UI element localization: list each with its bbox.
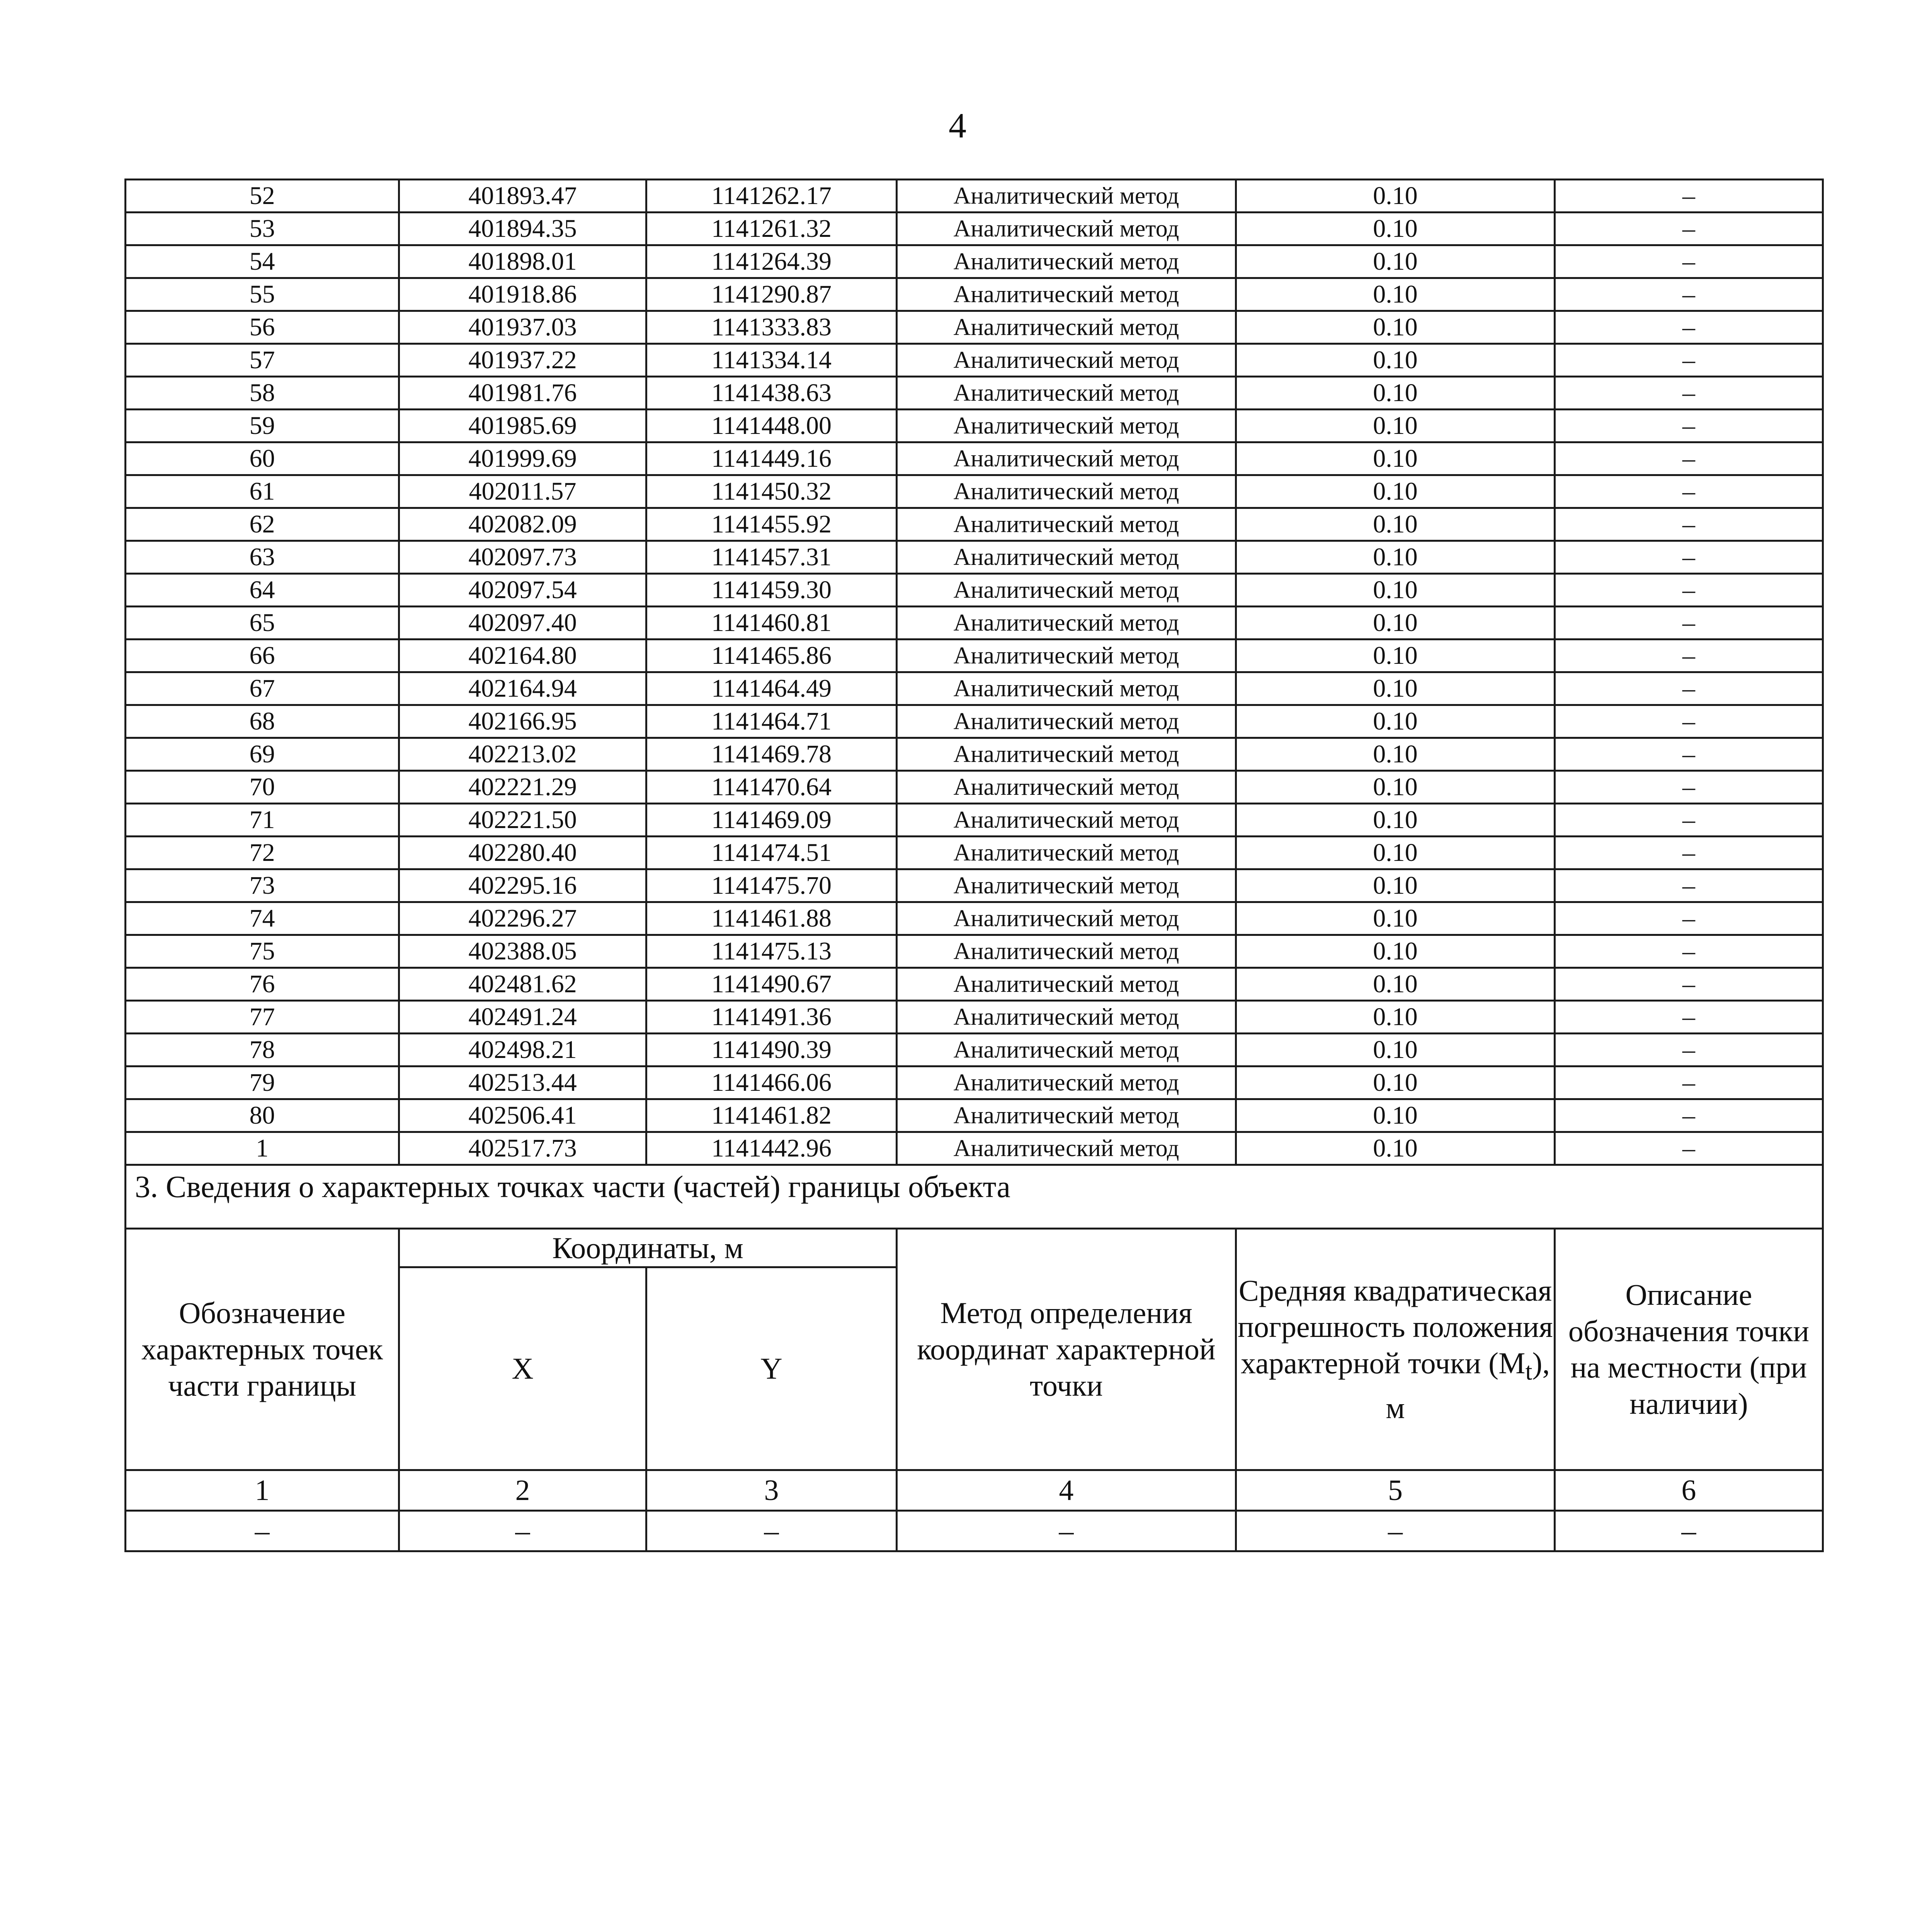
y-coordinate-cell: 1141461.88: [646, 902, 897, 935]
point-number-cell: 53: [126, 213, 399, 245]
column-number-2: 2: [399, 1470, 646, 1511]
table-row: [126, 344, 1823, 377]
y-coordinate-cell: 1141261.32: [646, 213, 897, 245]
error-cell: 0.10: [1236, 968, 1555, 1001]
x-coordinate-cell: 401937.22: [399, 344, 646, 377]
x-coordinate-cell: 402097.40: [399, 607, 646, 639]
table-row: [126, 935, 1823, 968]
table-row: [126, 180, 1823, 213]
error-cell: 0.10: [1236, 541, 1555, 574]
description-cell: –: [1555, 804, 1823, 837]
x-coordinate-cell: 401898.01: [399, 245, 646, 278]
x-coordinate-cell: 402097.73: [399, 541, 646, 574]
description-cell: –: [1555, 935, 1823, 968]
error-cell: 0.10: [1236, 902, 1555, 935]
method-cell: Аналитический метод: [897, 213, 1236, 245]
x-coordinate-cell: 401918.86: [399, 278, 646, 311]
table-row: [126, 738, 1823, 771]
method-cell: Аналитический метод: [897, 968, 1236, 1001]
error-cell: 0.10: [1236, 672, 1555, 705]
table-row: [126, 705, 1823, 738]
description-cell: –: [1555, 442, 1823, 475]
error-cell: 0.10: [1236, 410, 1555, 442]
point-number-cell: 60: [126, 442, 399, 475]
point-number-cell: 67: [126, 672, 399, 705]
header-x: X: [399, 1267, 646, 1470]
y-coordinate-cell: 1141464.49: [646, 672, 897, 705]
x-coordinate-cell: 402221.50: [399, 804, 646, 837]
column-number-5: 5: [1236, 1470, 1555, 1511]
description-cell: –: [1555, 705, 1823, 738]
method-cell: Аналитический метод: [897, 180, 1236, 213]
y-coordinate-cell: 1141262.17: [646, 180, 897, 213]
description-cell: –: [1555, 1066, 1823, 1099]
point-number-cell: 64: [126, 574, 399, 607]
error-cell: 0.10: [1236, 804, 1555, 837]
table-row: [126, 410, 1823, 442]
column-number-3: 3: [646, 1470, 897, 1511]
method-cell: Аналитический метод: [897, 672, 1236, 705]
point-number-cell: 56: [126, 311, 399, 344]
table-row: [126, 968, 1823, 1001]
x-coordinate-cell: 402082.09: [399, 508, 646, 541]
method-cell: Аналитический метод: [897, 344, 1236, 377]
method-cell: Аналитический метод: [897, 1099, 1236, 1132]
y-coordinate-cell: 1141290.87: [646, 278, 897, 311]
y-coordinate-cell: 1141464.71: [646, 705, 897, 738]
empty-cell: –: [646, 1511, 897, 1551]
point-number-cell: 1: [126, 1132, 399, 1165]
y-coordinate-cell: 1141466.06: [646, 1066, 897, 1099]
y-coordinate-cell: 1141460.81: [646, 607, 897, 639]
description-cell: –: [1555, 377, 1823, 410]
y-coordinate-cell: 1141470.64: [646, 771, 897, 804]
table-row: [126, 1034, 1823, 1066]
point-number-cell: 63: [126, 541, 399, 574]
point-number-cell: 58: [126, 377, 399, 410]
method-cell: Аналитический метод: [897, 705, 1236, 738]
empty-cell: –: [399, 1511, 646, 1551]
error-cell: 0.10: [1236, 508, 1555, 541]
x-coordinate-cell: 401893.47: [399, 180, 646, 213]
point-number-cell: 71: [126, 804, 399, 837]
header-coordinates-group: Координаты, м: [399, 1229, 897, 1267]
error-cell: 0.10: [1236, 574, 1555, 607]
y-coordinate-cell: 1141442.96: [646, 1132, 897, 1165]
header-description: Описание обозначения точки на местности (при наличии): [1555, 1229, 1823, 1470]
point-number-cell: 62: [126, 508, 399, 541]
y-coordinate-cell: 1141475.13: [646, 935, 897, 968]
point-number-cell: 57: [126, 344, 399, 377]
point-number-cell: 74: [126, 902, 399, 935]
table-row: [126, 672, 1823, 705]
table-row: [126, 213, 1823, 245]
y-coordinate-cell: 1141490.39: [646, 1034, 897, 1066]
y-coordinate-cell: 1141449.16: [646, 442, 897, 475]
error-cell: 0.10: [1236, 311, 1555, 344]
error-cell: 0.10: [1236, 180, 1555, 213]
error-cell: 0.10: [1236, 1066, 1555, 1099]
description-cell: –: [1555, 869, 1823, 902]
error-cell: 0.10: [1236, 1001, 1555, 1034]
point-number-cell: 59: [126, 410, 399, 442]
error-cell: 0.10: [1236, 344, 1555, 377]
description-cell: –: [1555, 311, 1823, 344]
method-cell: Аналитический метод: [897, 771, 1236, 804]
y-coordinate-cell: 1141455.92: [646, 508, 897, 541]
error-cell: 0.10: [1236, 442, 1555, 475]
x-coordinate-cell: 401894.35: [399, 213, 646, 245]
method-cell: Аналитический метод: [897, 837, 1236, 869]
y-coordinate-cell: 1141474.51: [646, 837, 897, 869]
description-cell: –: [1555, 213, 1823, 245]
header-error-prefix: Средняя квадратическая погрешность положения характерной точки (M: [1238, 1274, 1553, 1380]
header-error: [1236, 1229, 1555, 1470]
table-row: [126, 869, 1823, 902]
point-number-cell: 77: [126, 1001, 399, 1034]
header-method: Метод определения координат характерной точки: [897, 1229, 1236, 1470]
description-cell: –: [1555, 968, 1823, 1001]
point-number-cell: 54: [126, 245, 399, 278]
method-cell: Аналитический метод: [897, 738, 1236, 771]
method-cell: Аналитический метод: [897, 541, 1236, 574]
section-3-title-row: [126, 1165, 1823, 1229]
x-coordinate-cell: 402296.27: [399, 902, 646, 935]
table-row: [126, 475, 1823, 508]
description-cell: –: [1555, 475, 1823, 508]
table-row: [126, 1099, 1823, 1132]
method-cell: Аналитический метод: [897, 245, 1236, 278]
empty-cell: –: [126, 1511, 399, 1551]
error-cell: 0.10: [1236, 1034, 1555, 1066]
column-number-4: 4: [897, 1470, 1236, 1511]
method-cell: Аналитический метод: [897, 1034, 1236, 1066]
method-cell: Аналитический метод: [897, 442, 1236, 475]
method-cell: Аналитический метод: [897, 475, 1236, 508]
point-number-cell: 76: [126, 968, 399, 1001]
error-cell: 0.10: [1236, 935, 1555, 968]
point-number-cell: 66: [126, 639, 399, 672]
description-cell: –: [1555, 180, 1823, 213]
point-number-cell: 55: [126, 278, 399, 311]
x-coordinate-cell: 402164.80: [399, 639, 646, 672]
method-cell: Аналитический метод: [897, 1132, 1236, 1165]
table-row: [126, 278, 1823, 311]
coordinates-table-body: [126, 180, 1823, 1165]
method-cell: Аналитический метод: [897, 1001, 1236, 1034]
header-error-suffix: ), м: [1386, 1346, 1550, 1425]
table-row: [126, 1066, 1823, 1099]
point-number-cell: 52: [126, 180, 399, 213]
x-coordinate-cell: 402513.44: [399, 1066, 646, 1099]
y-coordinate-cell: 1141491.36: [646, 1001, 897, 1034]
table-row: [126, 837, 1823, 869]
y-coordinate-cell: 1141334.14: [646, 344, 897, 377]
method-cell: Аналитический метод: [897, 639, 1236, 672]
error-cell: 0.10: [1236, 213, 1555, 245]
table-row: [126, 1001, 1823, 1034]
point-number-cell: 69: [126, 738, 399, 771]
error-cell: 0.10: [1236, 771, 1555, 804]
method-cell: Аналитический метод: [897, 508, 1236, 541]
table-row: [126, 639, 1823, 672]
description-cell: –: [1555, 672, 1823, 705]
point-number-cell: 73: [126, 869, 399, 902]
header-error-subscript: t: [1525, 1357, 1532, 1386]
point-number-cell: 65: [126, 607, 399, 639]
description-cell: –: [1555, 607, 1823, 639]
x-coordinate-cell: 402166.95: [399, 705, 646, 738]
error-cell: 0.10: [1236, 837, 1555, 869]
x-coordinate-cell: 402498.21: [399, 1034, 646, 1066]
description-cell: –: [1555, 1132, 1823, 1165]
x-coordinate-cell: 402164.94: [399, 672, 646, 705]
y-coordinate-cell: 1141438.63: [646, 377, 897, 410]
error-cell: 0.10: [1236, 1132, 1555, 1165]
method-cell: Аналитический метод: [897, 804, 1236, 837]
method-cell: Аналитический метод: [897, 410, 1236, 442]
x-coordinate-cell: 402506.41: [399, 1099, 646, 1132]
empty-cell: –: [1555, 1511, 1823, 1551]
description-cell: –: [1555, 1001, 1823, 1034]
method-cell: Аналитический метод: [897, 377, 1236, 410]
method-cell: Аналитический метод: [897, 1066, 1236, 1099]
table-row: [126, 508, 1823, 541]
description-cell: –: [1555, 1034, 1823, 1066]
point-number-cell: 61: [126, 475, 399, 508]
method-cell: Аналитический метод: [897, 935, 1236, 968]
y-coordinate-cell: 1141469.09: [646, 804, 897, 837]
error-cell: 0.10: [1236, 738, 1555, 771]
y-coordinate-cell: 1141475.70: [646, 869, 897, 902]
page-number: 4: [949, 106, 966, 145]
section-3-title: 3. Сведения о характерных точках части (частей) границы объекта: [126, 1165, 1823, 1229]
point-number-cell: 80: [126, 1099, 399, 1132]
method-cell: Аналитический метод: [897, 607, 1236, 639]
description-cell: –: [1555, 508, 1823, 541]
description-cell: –: [1555, 541, 1823, 574]
description-cell: –: [1555, 344, 1823, 377]
y-coordinate-cell: 1141333.83: [646, 311, 897, 344]
description-cell: –: [1555, 410, 1823, 442]
table-row: [126, 804, 1823, 837]
y-coordinate-cell: 1141469.78: [646, 738, 897, 771]
column-number-6: 6: [1555, 1470, 1823, 1511]
point-number-cell: 79: [126, 1066, 399, 1099]
table-row: [126, 1132, 1823, 1165]
column-number-1: 1: [126, 1470, 399, 1511]
x-coordinate-cell: 402221.29: [399, 771, 646, 804]
x-coordinate-cell: 402213.02: [399, 738, 646, 771]
method-cell: Аналитический метод: [897, 902, 1236, 935]
point-number-cell: 72: [126, 837, 399, 869]
description-cell: –: [1555, 771, 1823, 804]
x-coordinate-cell: 402491.24: [399, 1001, 646, 1034]
empty-cell: –: [1236, 1511, 1555, 1551]
x-coordinate-cell: 402295.16: [399, 869, 646, 902]
error-cell: 0.10: [1236, 705, 1555, 738]
y-coordinate-cell: 1141465.86: [646, 639, 897, 672]
error-cell: 0.10: [1236, 869, 1555, 902]
header-point-label: Обозначение характерных точек части границы: [126, 1229, 399, 1470]
x-coordinate-cell: 402517.73: [399, 1132, 646, 1165]
error-cell: 0.10: [1236, 245, 1555, 278]
y-coordinate-cell: 1141450.32: [646, 475, 897, 508]
coordinates-table: [124, 179, 1824, 1552]
description-cell: –: [1555, 278, 1823, 311]
error-cell: 0.10: [1236, 278, 1555, 311]
table-row: [126, 377, 1823, 410]
x-coordinate-cell: 401999.69: [399, 442, 646, 475]
method-cell: Аналитический метод: [897, 869, 1236, 902]
x-coordinate-cell: 401985.69: [399, 410, 646, 442]
y-coordinate-cell: 1141459.30: [646, 574, 897, 607]
table-row: [126, 771, 1823, 804]
description-cell: –: [1555, 245, 1823, 278]
x-coordinate-cell: 402388.05: [399, 935, 646, 968]
y-coordinate-cell: 1141490.67: [646, 968, 897, 1001]
description-cell: –: [1555, 738, 1823, 771]
table-row: [126, 541, 1823, 574]
y-coordinate-cell: 1141448.00: [646, 410, 897, 442]
method-cell: Аналитический метод: [897, 574, 1236, 607]
error-cell: 0.10: [1236, 475, 1555, 508]
y-coordinate-cell: 1141264.39: [646, 245, 897, 278]
error-cell: 0.10: [1236, 1099, 1555, 1132]
table-row: [126, 607, 1823, 639]
x-coordinate-cell: 401937.03: [399, 311, 646, 344]
empty-cell: –: [897, 1511, 1236, 1551]
error-cell: 0.10: [1236, 377, 1555, 410]
x-coordinate-cell: 402280.40: [399, 837, 646, 869]
x-coordinate-cell: 402097.54: [399, 574, 646, 607]
description-cell: –: [1555, 1099, 1823, 1132]
point-number-cell: 70: [126, 771, 399, 804]
table-row: [126, 574, 1823, 607]
column-numbers-row: [126, 1470, 1823, 1511]
description-cell: –: [1555, 902, 1823, 935]
section-3-block: [126, 1165, 1823, 1551]
header-y: Y: [646, 1267, 897, 1470]
method-cell: Аналитический метод: [897, 311, 1236, 344]
point-number-cell: 75: [126, 935, 399, 968]
point-number-cell: 68: [126, 705, 399, 738]
description-cell: –: [1555, 837, 1823, 869]
y-coordinate-cell: 1141457.31: [646, 541, 897, 574]
x-coordinate-cell: 402481.62: [399, 968, 646, 1001]
error-cell: 0.10: [1236, 639, 1555, 672]
method-cell: Аналитический метод: [897, 278, 1236, 311]
table-row: [126, 245, 1823, 278]
table-row: [126, 442, 1823, 475]
point-number-cell: 78: [126, 1034, 399, 1066]
section-3-header-row: [126, 1229, 1823, 1267]
description-cell: –: [1555, 639, 1823, 672]
x-coordinate-cell: 402011.57: [399, 475, 646, 508]
table-row: [126, 311, 1823, 344]
y-coordinate-cell: 1141461.82: [646, 1099, 897, 1132]
x-coordinate-cell: 401981.76: [399, 377, 646, 410]
error-cell: 0.10: [1236, 607, 1555, 639]
description-cell: –: [1555, 574, 1823, 607]
empty-data-row: [126, 1511, 1823, 1551]
table-row: [126, 902, 1823, 935]
